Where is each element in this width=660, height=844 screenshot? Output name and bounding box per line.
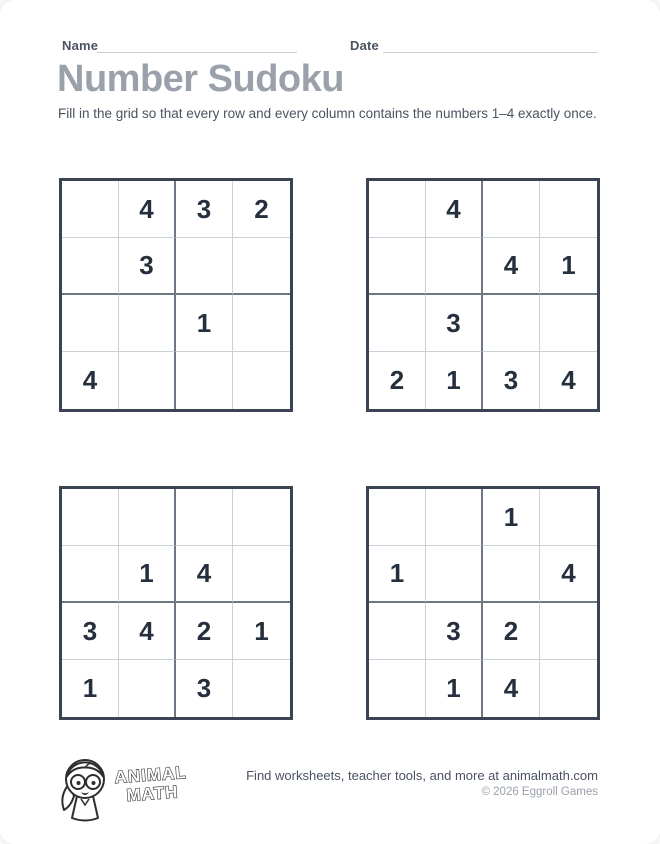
sudoku-grid-bottom-right <box>366 486 600 720</box>
sudoku-cell-empty <box>540 181 597 238</box>
sudoku-cell-empty <box>233 660 290 717</box>
sudoku-cell-empty <box>369 181 426 238</box>
sudoku-cell-given: 4 <box>483 660 540 717</box>
sudoku-cell-empty <box>62 181 119 238</box>
sudoku-grid-top-right <box>366 178 600 412</box>
logo-body <box>72 796 98 821</box>
sudoku-cell-given: 1 <box>483 489 540 546</box>
sudoku-cell-empty <box>483 181 540 238</box>
sudoku-cell-given: 1 <box>233 603 290 660</box>
sudoku-cell-empty <box>62 489 119 546</box>
sudoku-cell-empty <box>369 238 426 295</box>
sudoku-cell-empty <box>540 489 597 546</box>
logo-eye-right <box>92 781 96 785</box>
logo-text-math: MATH <box>125 782 179 805</box>
sudoku-cell-given: 4 <box>62 352 119 409</box>
sudoku-cell-empty <box>233 489 290 546</box>
sudoku-cell-empty <box>233 238 290 295</box>
sudoku-cell-empty <box>369 603 426 660</box>
instructions-text: Fill in the grid so that every row and every column contains the numbers 1–4 exactly once. <box>58 106 597 121</box>
sudoku-cell-empty <box>426 489 483 546</box>
sudoku-cell-given: 1 <box>369 546 426 603</box>
animal-math-logo <box>55 752 195 830</box>
sudoku-cell-given: 1 <box>176 295 233 352</box>
name-blank-line <box>97 52 297 53</box>
sudoku-cell-empty <box>426 238 483 295</box>
footer-copyright: © 2026 Eggroll Games <box>481 786 598 798</box>
sudoku-cell-given: 1 <box>540 238 597 295</box>
sudoku-cell-empty <box>369 489 426 546</box>
sudoku-cell-empty <box>233 295 290 352</box>
sudoku-cell-given: 3 <box>119 238 176 295</box>
sudoku-cell-empty <box>119 295 176 352</box>
sudoku-cell-given: 1 <box>426 660 483 717</box>
sudoku-grid-bottom-left <box>59 486 293 720</box>
sudoku-cell-empty <box>119 660 176 717</box>
sudoku-cell-empty <box>233 546 290 603</box>
sudoku-cell-given: 3 <box>62 603 119 660</box>
sudoku-cell-given: 4 <box>119 603 176 660</box>
date-label: Date <box>350 38 379 53</box>
sudoku-grid-top-left <box>59 178 293 412</box>
sudoku-cell-empty <box>483 295 540 352</box>
sudoku-cell-given: 2 <box>233 181 290 238</box>
sudoku-cell-given: 2 <box>176 603 233 660</box>
sudoku-cell-empty <box>369 660 426 717</box>
sudoku-cell-empty <box>119 489 176 546</box>
sudoku-cell-empty <box>540 603 597 660</box>
sudoku-cell-empty <box>540 660 597 717</box>
sudoku-cell-given: 4 <box>426 181 483 238</box>
logo-text-animal: ANIMAL <box>113 763 188 787</box>
logo-eye-left <box>77 781 81 785</box>
sudoku-cell-empty <box>176 238 233 295</box>
sudoku-cell-empty <box>176 489 233 546</box>
sudoku-cell-given: 1 <box>426 352 483 409</box>
sudoku-cell-empty <box>176 352 233 409</box>
sudoku-cell-given: 3 <box>426 295 483 352</box>
sudoku-cell-given: 3 <box>176 660 233 717</box>
sudoku-cell-given: 1 <box>62 660 119 717</box>
sudoku-cell-given: 1 <box>119 546 176 603</box>
page-title: Number Sudoku <box>57 58 344 100</box>
sudoku-cell-empty <box>62 295 119 352</box>
sudoku-cell-given: 3 <box>426 603 483 660</box>
sudoku-cell-empty <box>119 352 176 409</box>
sudoku-cell-given: 2 <box>483 603 540 660</box>
sudoku-cell-empty <box>369 295 426 352</box>
footer-text-block <box>246 768 598 798</box>
sudoku-cell-given: 4 <box>119 181 176 238</box>
sudoku-cell-empty <box>540 295 597 352</box>
sudoku-cell-given: 2 <box>369 352 426 409</box>
sudoku-cell-given: 3 <box>483 352 540 409</box>
sudoku-cell-empty <box>62 546 119 603</box>
date-blank-line <box>383 52 598 53</box>
sudoku-cell-given: 4 <box>176 546 233 603</box>
sudoku-cell-given: 3 <box>176 181 233 238</box>
sudoku-cell-given: 4 <box>540 546 597 603</box>
sudoku-cell-empty <box>483 546 540 603</box>
footer-find-text: Find worksheets, teacher tools, and more at animalmath.com <box>246 768 598 783</box>
sudoku-cell-given: 4 <box>561 365 576 395</box>
sudoku-cell-empty <box>426 546 483 603</box>
name-label: Name <box>62 38 99 53</box>
sudoku-cell-empty <box>62 238 119 295</box>
sudoku-cell-empty <box>233 352 290 409</box>
sudoku-cell-given: 4 <box>483 238 540 295</box>
